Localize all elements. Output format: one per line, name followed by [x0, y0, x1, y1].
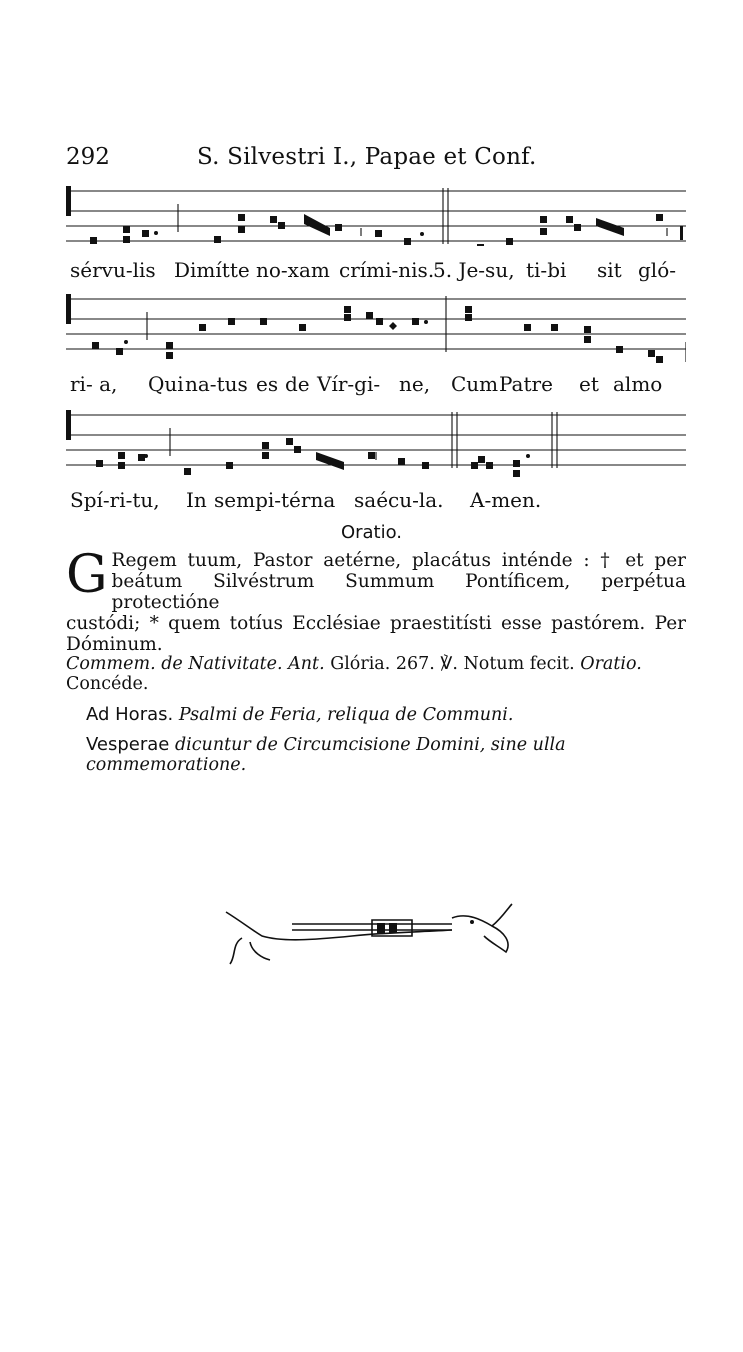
syllable: et: [579, 372, 599, 396]
syllable: Cum: [451, 372, 499, 396]
syllable: ti-bi: [526, 258, 567, 282]
oratio-line: Regem tuum, Pastor aetérne, placátus inténde : † et per: [111, 550, 686, 571]
dragon-ornament-icon: [222, 902, 517, 972]
oratio-text: [66, 545, 686, 655]
oratio-line: custódi; * quem totíus Ecclésiae praestitísti esse pastórem. Per: [66, 613, 686, 634]
oratio-heading: Oratio.: [340, 522, 403, 543]
syllable: na-tus: [185, 372, 248, 396]
syllable: Patre: [499, 372, 553, 396]
drop-cap: G: [66, 545, 108, 605]
syllable: sit: [597, 258, 622, 282]
syllable: es: [256, 372, 279, 396]
commem-rubric: [66, 654, 686, 694]
syllable: de: [285, 372, 310, 396]
vesperae-label: Vesperae: [86, 734, 170, 755]
syllable: gló-: [638, 258, 676, 282]
page-number: 292: [66, 144, 110, 170]
oratio-line: Dóminum.: [66, 634, 163, 655]
chant-staff-3: [66, 408, 686, 480]
horas-label: Ad Horas.: [86, 704, 174, 725]
syllable: Spí-ri-tu,: [70, 488, 160, 512]
commem-oratio: Oratio.: [580, 654, 642, 674]
commem-concede: Concéde.: [66, 674, 149, 694]
syllable: almo: [613, 372, 663, 396]
syllable: 5. Je-su,: [433, 258, 515, 282]
syllable: saécu-la.: [354, 488, 444, 512]
syllable: Vír-gi-: [317, 372, 381, 396]
syllable: ri- a,: [70, 372, 118, 396]
syllable: Qui: [148, 372, 184, 396]
running-title: S. Silvestri I., Papae et Conf.: [197, 144, 537, 170]
chant-staff-1: [66, 184, 686, 246]
syllable: Dimítte: [174, 258, 250, 282]
horas-text: Psalmi de Feria, reliqua de Communi.: [178, 705, 514, 725]
syllable: crími-nis.: [339, 258, 435, 282]
syllable: ne,: [399, 372, 431, 396]
syllable: A-men.: [470, 488, 542, 512]
syllable: sempi-térna: [214, 488, 336, 512]
oratio-line: beátum Silvéstrum Summum Pontíficem, perpétua protectióne: [111, 571, 686, 613]
vesperae-text: dicuntur de Circumcisione Domini, sine ulla commemoratione.: [86, 735, 566, 775]
commem-italic: Commem. de Nativitate. Ant.: [66, 654, 325, 674]
syllable: no-xam: [256, 258, 330, 282]
commem-roman: Glória. 267. ℣. Notum fecit.: [330, 654, 575, 674]
vesperae-rubric: [86, 735, 706, 775]
horas-rubric: [86, 705, 706, 725]
chant-staff-2: [66, 292, 686, 364]
syllable: sérvu-lis: [70, 258, 156, 282]
syllable: In: [186, 488, 207, 512]
